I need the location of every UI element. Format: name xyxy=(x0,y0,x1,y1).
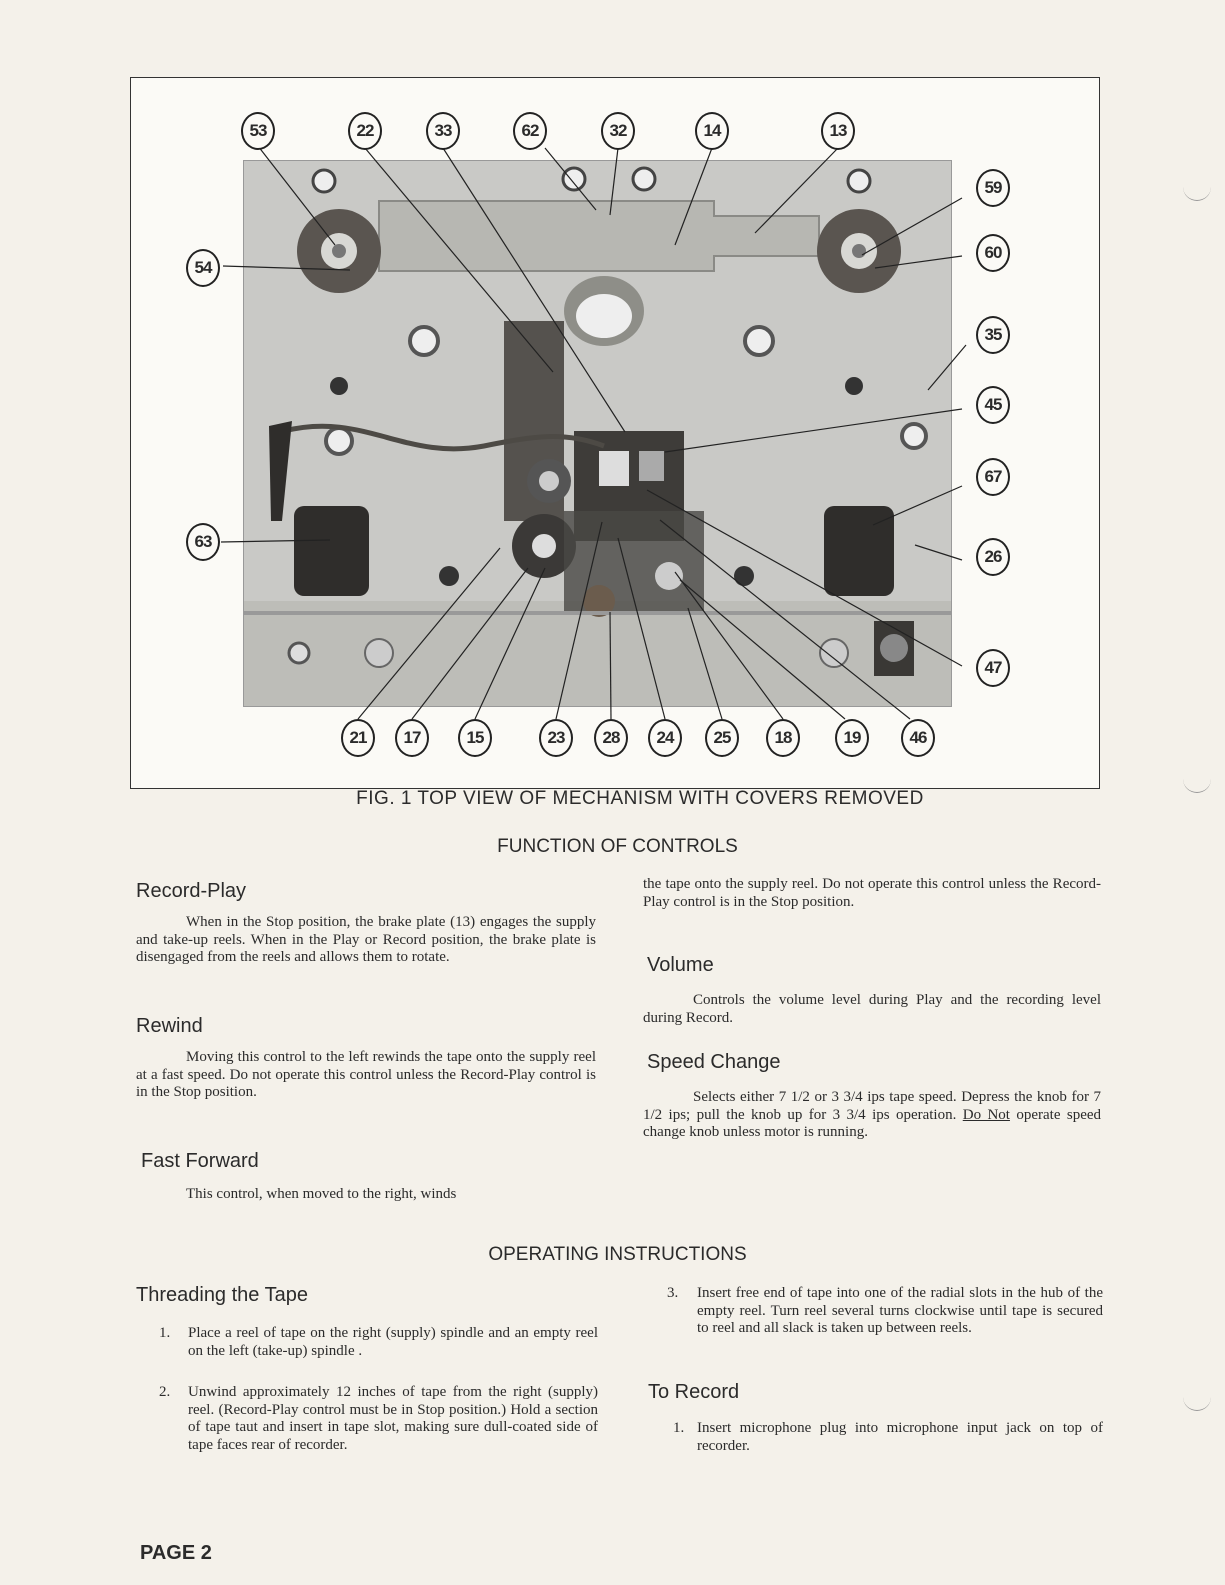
rewind-heading: Rewind xyxy=(136,1015,203,1037)
speed-change-heading: Speed Change xyxy=(647,1051,781,1073)
function-of-controls-title: FUNCTION OF CONTROLS xyxy=(497,836,738,857)
callout-22: 22 xyxy=(348,112,382,150)
mechanism-photo xyxy=(243,160,952,707)
callout-59: 59 xyxy=(976,169,1010,207)
operating-instructions-title: OPERATING INSTRUCTIONS xyxy=(488,1244,747,1265)
threading-step2-text: Unwind approximately 12 inches of tape from the right (supply) reel. (Record-Play control must be in Stop position.) Hold a section of tape taut and insert in tape slot, making sure dull-coated side of tape faces rear of recorder. xyxy=(188,1384,598,1453)
threading-step1-number: 1. xyxy=(159,1325,171,1341)
callout-18: 18 xyxy=(766,719,800,757)
speed-change-text-before: Selects either 7 1/2 or 3 3/4 ips tape speed. Depress the knob for 7 1/2 ips; pull the knob up for 3 3/4 ips operation. xyxy=(643,1089,1101,1123)
fast-forward-text: This control, when moved to the right, winds xyxy=(186,1186,457,1202)
threading-step2-number: 2. xyxy=(159,1384,171,1400)
to-record-heading: To Record xyxy=(648,1381,740,1403)
fast-forward-text-continued: the tape onto the supply reel. Do not operate this control unless the Record-Play control is in the Stop position. xyxy=(643,876,1101,910)
callout-13: 13 xyxy=(821,112,855,150)
binder-hole-mark-bottom xyxy=(1183,1396,1211,1411)
volume-heading: Volume xyxy=(647,954,714,976)
callout-17: 17 xyxy=(395,719,429,757)
callout-25: 25 xyxy=(705,719,739,757)
callout-47: 47 xyxy=(976,649,1010,687)
threading-step3-text: Insert free end of tape into one of the radial slots in the hub of the empty reel. Turn reel several turns clockwise until tape is secured to reel and all slack is taken up between reels. xyxy=(697,1285,1103,1336)
callout-21: 21 xyxy=(341,719,375,757)
callout-67: 67 xyxy=(976,458,1010,496)
callout-14: 14 xyxy=(695,112,729,150)
callout-19: 19 xyxy=(835,719,869,757)
callout-26: 26 xyxy=(976,538,1010,576)
callout-33: 33 xyxy=(426,112,460,150)
to-record-step1-number: 1. xyxy=(673,1420,685,1436)
speed-change-text xyxy=(643,1089,1101,1142)
volume-text: Controls the volume level during Play and the recording level during Record. xyxy=(643,992,1101,1026)
mechanism-illustration xyxy=(244,161,951,706)
fast-forward-heading: Fast Forward xyxy=(141,1150,259,1172)
callout-62: 62 xyxy=(513,112,547,150)
callout-45: 45 xyxy=(976,386,1010,424)
page-number: PAGE 2 xyxy=(140,1542,212,1564)
callout-46: 46 xyxy=(901,719,935,757)
to-record-step1-text: Insert microphone plug into microphone input jack on top of recorder. xyxy=(697,1420,1103,1454)
callout-23: 23 xyxy=(539,719,573,757)
callout-35: 35 xyxy=(976,316,1010,354)
record-play-text: When in the Stop position, the brake plate (13) engages the supply and take-up reels. When in the Play or Record position, the brake plate is disengaged from the reels and allows them to rotate. xyxy=(136,914,596,965)
rewind-text: Moving this control to the left rewinds the tape onto the supply reel at a fast speed. Do not operate this control unless the Record-Play control is in the Stop position. xyxy=(136,1049,596,1100)
callout-28: 28 xyxy=(594,719,628,757)
figure-caption: FIG. 1 TOP VIEW OF MECHANISM WITH COVERS REMOVED xyxy=(356,788,924,809)
threading-step1-text: Place a reel of tape on the right (supply) spindle and an empty reel on the left (take-up) spindle . xyxy=(188,1325,598,1359)
record-play-heading: Record-Play xyxy=(136,880,247,902)
callout-60: 60 xyxy=(976,234,1010,272)
threading-step3-number: 3. xyxy=(667,1285,679,1301)
callout-53: 53 xyxy=(241,112,275,150)
callout-24: 24 xyxy=(648,719,682,757)
callout-15: 15 xyxy=(458,719,492,757)
callout-32: 32 xyxy=(601,112,635,150)
callout-63: 63 xyxy=(186,523,220,561)
speed-change-text-after: operate speed change knob unless motor is running. xyxy=(643,1106,1102,1140)
binder-hole-mark-top xyxy=(1183,186,1211,201)
threading-heading: Threading the Tape xyxy=(136,1284,308,1306)
speed-change-text-do-not: Do Not xyxy=(962,1106,1010,1123)
callout-54: 54 xyxy=(186,249,220,287)
